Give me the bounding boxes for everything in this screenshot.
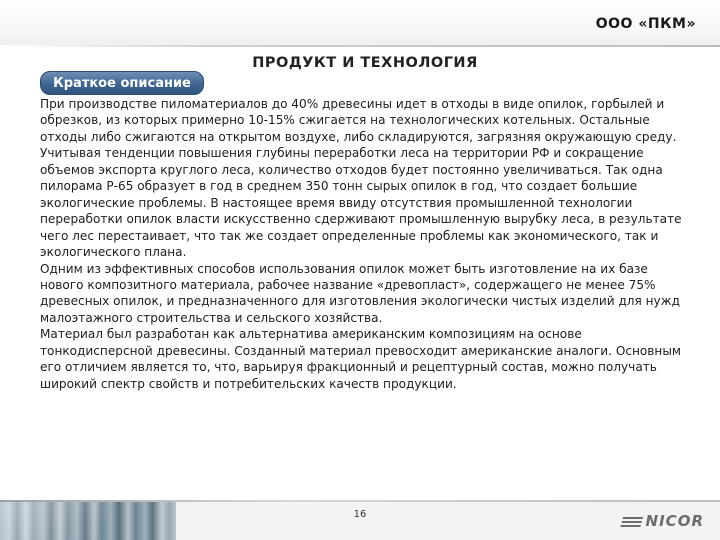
company-name: ООО «ПКМ» [595, 16, 696, 32]
header-divider [0, 45, 720, 47]
paragraph-4: Материал был разработан как альтернатива американским композициям на основе тонкодисперсной древесины. Созданный материал превосходит американские аналоги. Основным его отличием является то, что, варьируя фракционный и рецептурный состав, можно получать широкий спектр свойств и потребительских качеств продукции. [40, 327, 682, 391]
section-label: Краткое описание [40, 71, 204, 95]
paragraph-1: При производстве пиломатериалов до 40% древесины идет в отходы в виде опилок, горбылей и обрезков, из которых примерно 10-15% сжигается на технологических котельных. Остальные отходы либо сжигаются на открытом воздухе, либо складируются, загрязняя окружающую среду. [40, 97, 677, 144]
nicor-logo [622, 512, 704, 530]
body-text [40, 96, 692, 392]
page-number: 16 [353, 509, 367, 520]
logo-stripes-icon [620, 515, 643, 527]
paragraph-2: Учитывая тенденции повышения глубины переработки леса на территории РФ и сокращение объемов экспорта круглого леса, количество отходов будет постоянно увеличиваться. Так одна пилорама Р-65 образует в год в среднем 350 тонн сырых опилок в год, что создает большие экологические проблемы. В настоящее время ввиду отсутствия промышленной технологии переработки опилок власти искусственно сдерживают промышленную вырубку леса, в результате чего лес перестаивает, что так же создает определенные проблемы как экономического, так и экологического плана. [40, 146, 682, 260]
logo-text: NICOR [645, 512, 704, 530]
page-title: ПРОДУКТ И ТЕХНОЛОГИЯ [252, 55, 478, 71]
footer-photo-fade [150, 502, 210, 540]
footer [0, 500, 720, 540]
paragraph-3: Одним из эффективных способов использования опилок может быть изготовление на их базе нового композитного материала, рабочее название «древопласт», содержащего не менее 75% древесных опилок, и предназначенного для изготовления экологически чистых изделий для нужд малоэтажного строительства и сельского хозяйства. [40, 261, 680, 325]
